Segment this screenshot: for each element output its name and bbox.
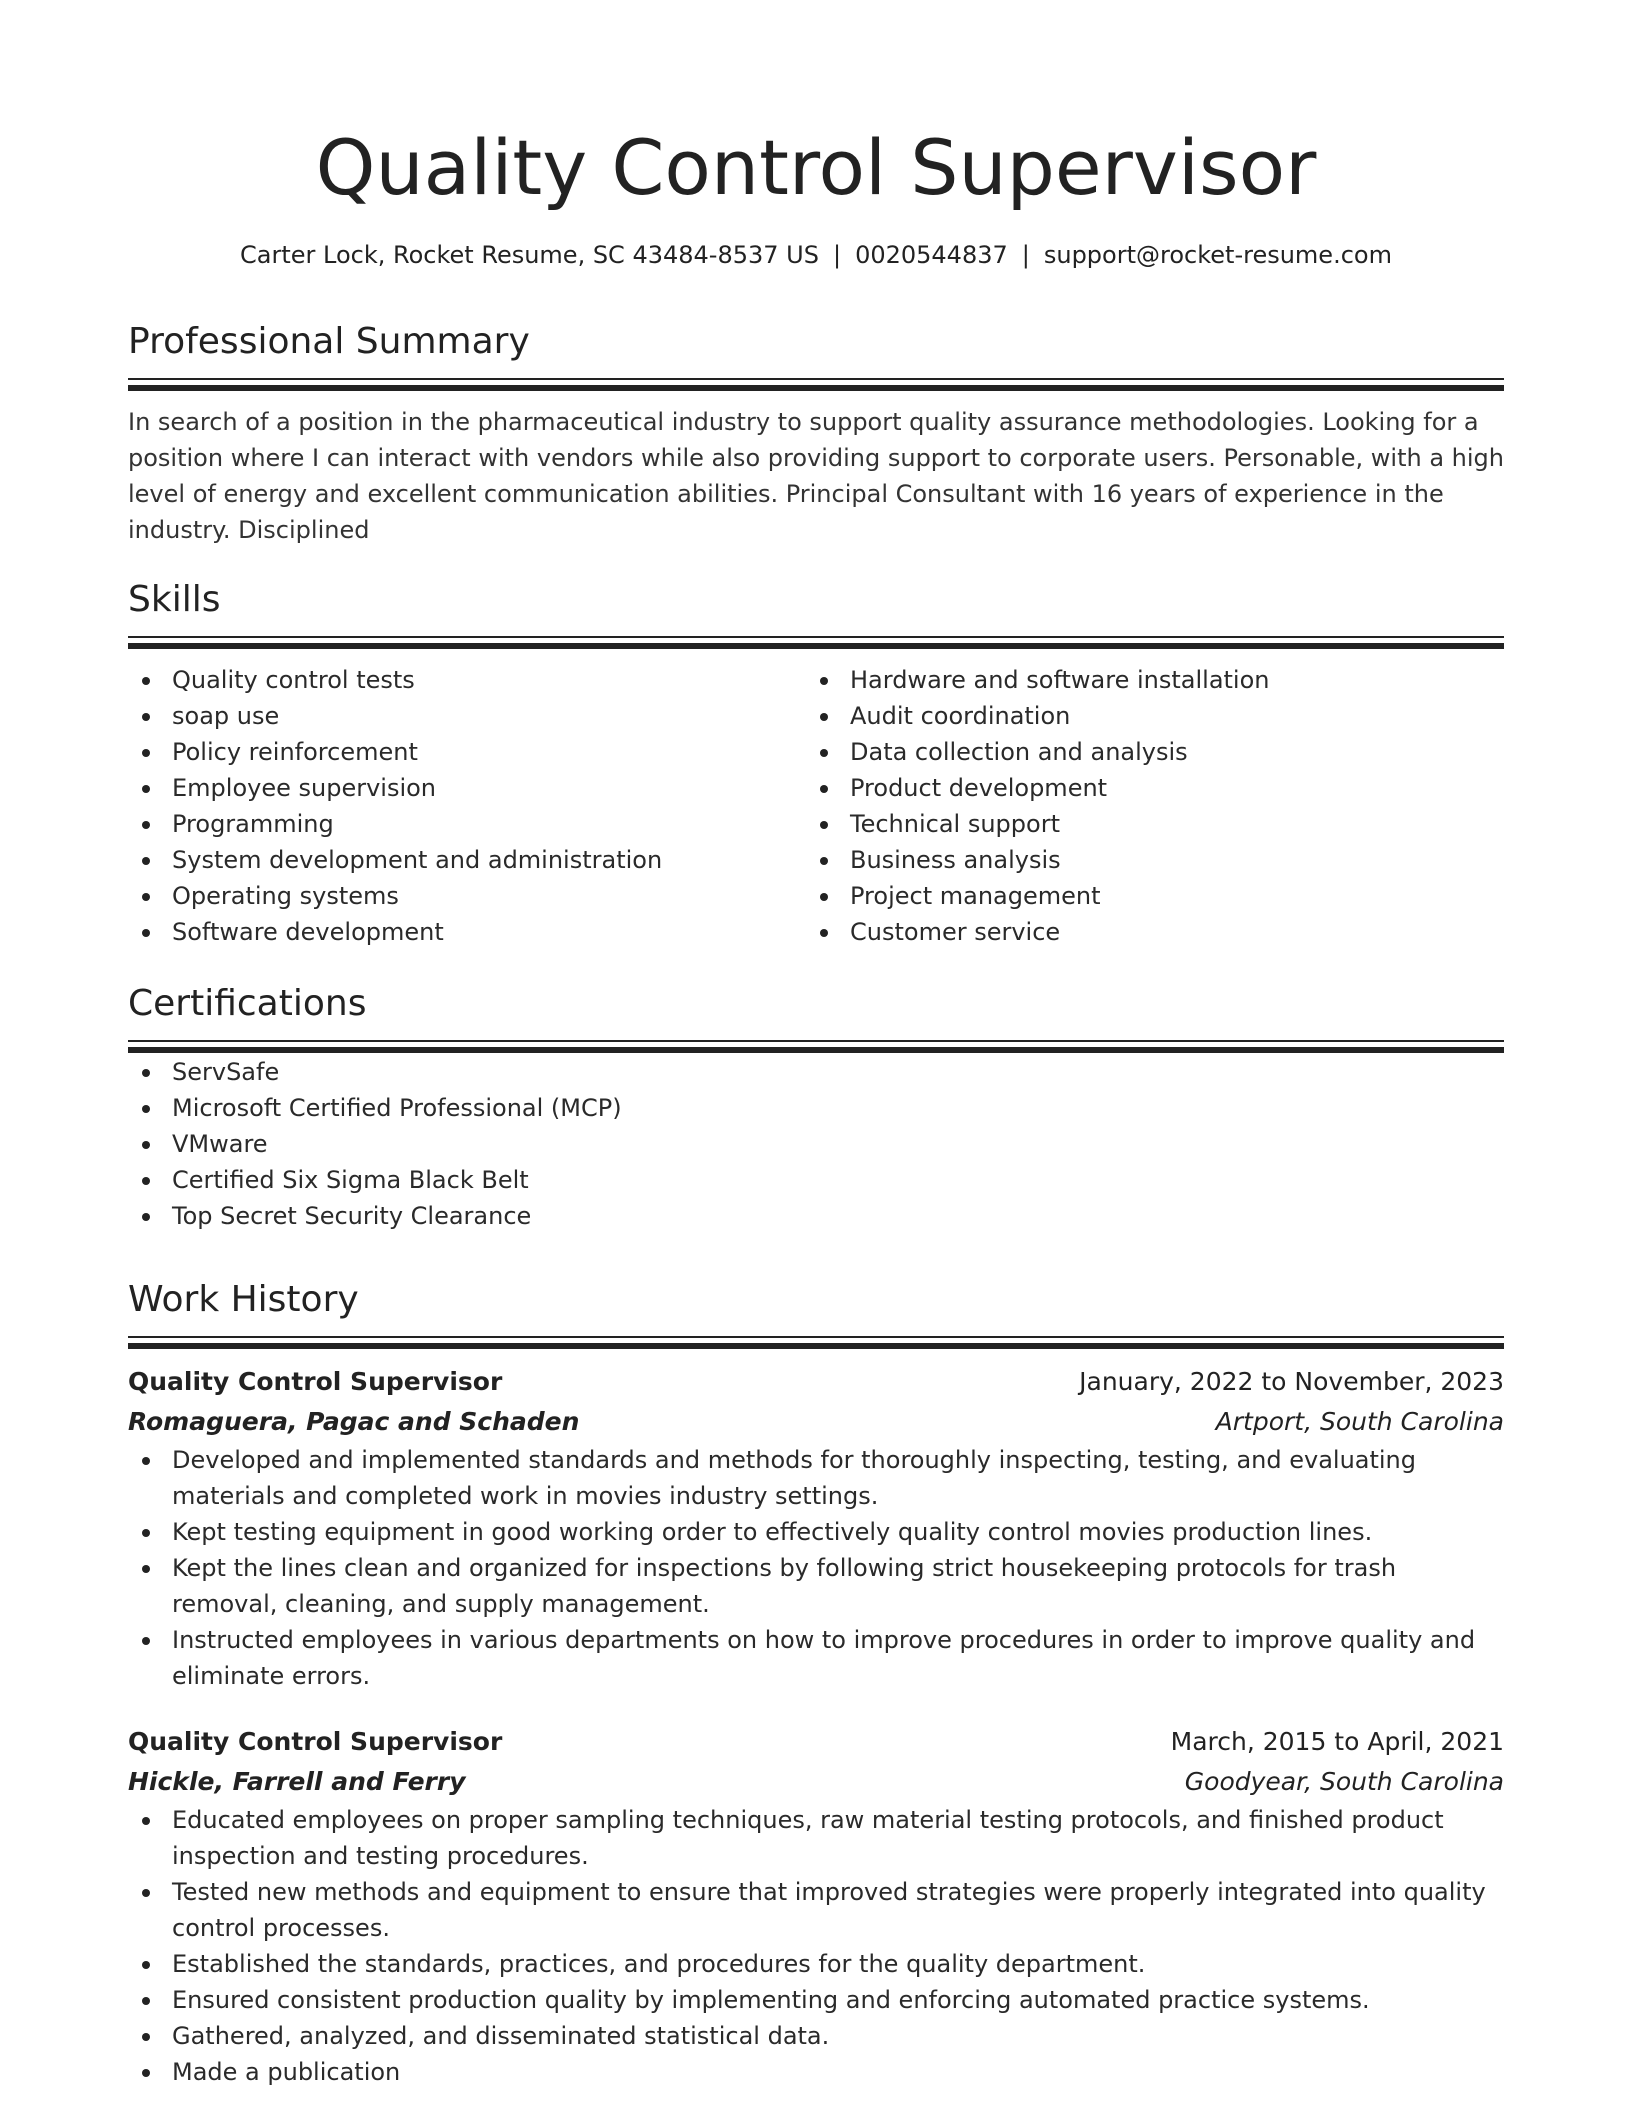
section-divider	[128, 1040, 1504, 1054]
job-bullet: Established the standards, practices, and procedures for the quality department.	[128, 1946, 1504, 1982]
job-dates: March, 2015 to April, 2021	[1170, 1727, 1504, 1756]
contact-address: Carter Lock, Rocket Resume, SC 43484-8537 US	[240, 241, 819, 269]
section-heading-certifications: Certifications	[128, 983, 367, 1024]
summary-section	[128, 318, 1504, 548]
skill-item: System development and administration	[128, 842, 806, 878]
skill-item: soap use	[128, 698, 806, 734]
skill-item: Programming	[128, 806, 806, 842]
job-entry	[128, 1722, 1504, 2090]
resume-title: Quality Control Supervisor	[315, 123, 1317, 212]
section-heading-work-history: Work History	[128, 1279, 359, 1320]
job-header	[128, 1362, 1504, 1402]
contact-separator: |	[1021, 241, 1030, 269]
summary-text: In search of a position in the pharmaceutical industry to support quality assurance methodologies. Looking for a position where I can interact with vendors while also providing support to corporate users. Personable, with a high level of energy and excellent communication abilities. Principal Consultant with 16 years of experience in the industry. Disciplined	[128, 408, 1504, 544]
skills-columns	[128, 662, 1504, 950]
certification-item: Microsoft Certified Professional (MCP)	[128, 1090, 1504, 1126]
certification-item: ServSafe	[128, 1054, 1504, 1090]
job-bullet: Developed and implemented standards and methods for thoroughly inspecting, testing, and evaluating materials and completed work in movies industry settings.	[128, 1442, 1504, 1514]
contact-line	[128, 238, 1504, 272]
job-company: Hickle, Farrell and Ferry	[128, 1767, 466, 1796]
job-location: Goodyear, South Carolina	[1184, 1767, 1504, 1796]
skill-item: Policy reinforcement	[128, 734, 806, 770]
job-subheader	[128, 1762, 1504, 1802]
skill-item: Hardware and software installation	[806, 662, 1484, 698]
skills-section	[128, 576, 1504, 950]
job-bullet: Gathered, analyzed, and disseminated statistical data.	[128, 2018, 1504, 2054]
certification-item: VMware	[128, 1126, 1504, 1162]
skill-item: Business analysis	[806, 842, 1484, 878]
job-bullet: Made a publication	[128, 2054, 1504, 2090]
skill-item: Operating systems	[128, 878, 806, 914]
job-header	[128, 1722, 1504, 1762]
certification-item: Top Secret Security Clearance	[128, 1198, 1504, 1234]
job-bullet: Kept the lines clean and organized for inspections by following strict housekeeping protocols for trash removal, cleaning, and supply management.	[128, 1550, 1504, 1622]
job-bullet: Ensured consistent production quality by implementing and enforcing automated practice systems.	[128, 1982, 1504, 2018]
job-subheader	[128, 1402, 1504, 1442]
contact-phone: 0020544837	[855, 241, 1008, 269]
skill-item: Technical support	[806, 806, 1484, 842]
job-entry	[128, 1362, 1504, 1694]
section-divider	[128, 378, 1504, 392]
job-company: Romaguera, Pagac and Schaden	[128, 1407, 580, 1436]
job-bullet: Instructed employees in various departments on how to improve procedures in order to improve quality and eliminate errors.	[128, 1622, 1504, 1694]
job-bullet-list	[128, 1442, 1504, 1694]
section-divider	[128, 1336, 1504, 1350]
skill-item: Data collection and analysis	[806, 734, 1484, 770]
work-history-section	[128, 1276, 1504, 2090]
job-title: Quality Control Supervisor	[128, 1727, 503, 1756]
skill-item: Product development	[806, 770, 1484, 806]
skill-item: Audit coordination	[806, 698, 1484, 734]
job-dates: January, 2022 to November, 2023	[1079, 1367, 1504, 1396]
job-bullet: Kept testing equipment in good working order to effectively quality control movies production lines.	[128, 1514, 1504, 1550]
section-heading-skills: Skills	[128, 579, 221, 620]
skill-item: Quality control tests	[128, 662, 806, 698]
skills-column-left	[128, 662, 806, 950]
job-bullet: Educated employees on proper sampling techniques, raw material testing protocols, and finished product inspection and testing procedures.	[128, 1802, 1504, 1874]
job-bullet: Tested new methods and equipment to ensure that improved strategies were properly integrated into quality control processes.	[128, 1874, 1504, 1946]
skill-item: Employee supervision	[128, 770, 806, 806]
certification-item: Certified Six Sigma Black Belt	[128, 1162, 1504, 1198]
section-heading-summary: Professional Summary	[128, 321, 530, 362]
skills-column-right	[806, 662, 1484, 950]
job-location: Artport, South Carolina	[1215, 1407, 1504, 1436]
skill-item: Project management	[806, 878, 1484, 914]
certification-list	[128, 1054, 1504, 1234]
contact-separator: |	[832, 241, 842, 269]
skill-item: Customer service	[806, 914, 1484, 950]
job-bullet-list	[128, 1802, 1504, 2090]
section-divider	[128, 636, 1504, 650]
job-title: Quality Control Supervisor	[128, 1367, 503, 1396]
certifications-section	[128, 980, 1504, 1234]
skill-item: Software development	[128, 914, 806, 950]
contact-email[interactable]: support@rocket-resume.com	[1043, 241, 1392, 269]
